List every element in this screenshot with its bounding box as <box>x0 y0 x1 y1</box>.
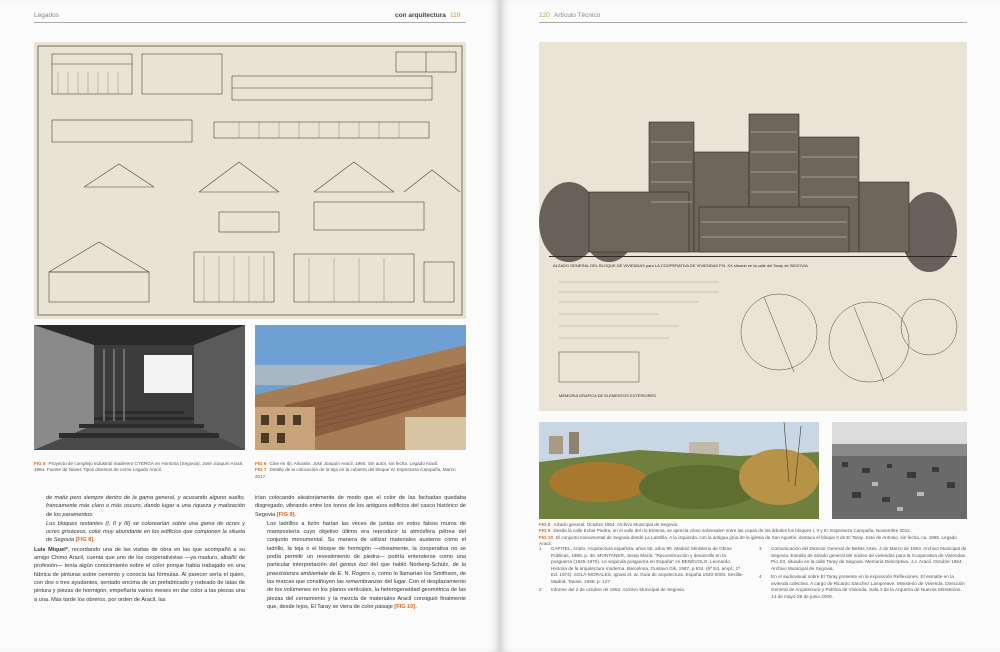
fig8-elevation-drawing <box>539 42 967 411</box>
irian-text: irían colocando aleatoriamente de modo que el color de las fachadas quedaba disgregado, vibrando entre los tonos de los antiguos edificios del casco histórico de Segovia <box>255 495 466 518</box>
fig10-caption-text: El conjunto monumental de Segovia desde La Lastrilla. A la izquierda, con la antigua grúa de la iglesia de San Agustín, destaca el bloque II de El Taray. José de Antonio, sin fecha, ca. 1965. Legado Aracil. <box>539 534 957 547</box>
page-number: 119 <box>449 12 461 19</box>
footnote-4-text: En el audiovisual sobre El Taray presente en la exposición Reflexiones. El esmalte en la vivienda colectiva. A cargo de Ricardo Sánchez Lampreave. Ministerio de Vivienda. Dirección General de Arquitectura y Política de Vivienda. Sala 3 de la Arquería de Nuevos Ministerios. 14 de mayo-28 de junio 2009. <box>771 574 965 599</box>
running-head: Legados <box>34 12 59 19</box>
footnote-1-text: CAPITEL, Antón. Arquitectura española, años 50, años 80. Madrid: Ministerio de Obras Públicas, 1986, p. 30. MONTANER, Josep María. "Reconstrucción y desarrollo en la posguerra (1945-1970). La segunda posguerra en España" en BENÉVOLO, Leonardo. Historia de la arquitectura moderna. Barcelona, Gustavo Gili, 1987, p.924. (6ª Ed. ampl.; 1ª Ed. 1974). SOLÀ-MORALES, Ignasi et. al. Guía de arquitectura. España 1920-2000. Sevilla-Madrid, Tanais, 1998, p. 127. <box>551 546 744 584</box>
footnotes-column-1 <box>539 546 744 596</box>
footnote-3-number: 3 <box>759 546 762 551</box>
ladrillos-text-a: Los ladrillos a tizón harían las veces de juntas en estos falsos muros de mampostería cuyo objetivo último era reproducir la atmósfera pétrea del conjunto monumental. Su manera de utilizar materiales austeros como el ladrillo, la teja o el bloque de hormigón —obviamente, la cooperativa no se podía permitir un revestimiento de piedra— podría entenderse como una particular interpretación del <box>267 520 466 569</box>
footnote-3-text: Comunicación del Director General de Bellas Artes. 4 de Marzo de 1963. Archivo Municipal de Segovia. Estudio de alzado general del núcleo de viviendas para la Cooperativa de Viviendas Pío XII, situado en la calle Taray de Segovia. Memoria Descriptiva. J.J. Aracil. Octubre 1964. Archivo Municipal de Segovia. <box>771 546 967 571</box>
right-page <box>501 0 1000 652</box>
footnotes-column-2 <box>759 546 967 602</box>
header-rule <box>34 22 466 23</box>
footnote-1-number: 1 <box>539 546 542 551</box>
fig9-reference: [FIG 9]. <box>276 511 297 518</box>
fig10-segovia-image <box>832 422 967 519</box>
right-header-rule <box>539 22 967 23</box>
fig7-roof-image <box>255 325 466 450</box>
fig7-label: FIG 7 <box>255 467 267 473</box>
remembranzas-term: remembranzas <box>345 578 383 585</box>
fig5-caption-text: Proyecto de complejo industrial maderero CYERGA en Hontoria (Segovia). José Joaquín Aracil, 1964. Fuente de Naves Tipos diversos de cerne Legado Aracil. <box>34 461 244 473</box>
fig5-label: FIG 5 <box>34 461 46 466</box>
footnote-4 <box>759 574 967 600</box>
preexistenza-term: preexistenza ambientale <box>267 570 328 577</box>
footnote-1 <box>539 546 744 585</box>
fig10-label: FIG 10 <box>539 534 554 540</box>
fig7-caption-text: Detalle de la colocación de la teja en la cubierta del bloque IV. Esperanza Campaña, Marzo 2017. <box>255 467 456 479</box>
magazine-header <box>395 12 460 19</box>
fig8-label: FIG 8 <box>539 522 551 527</box>
fig9-label: FIG 9 <box>539 528 551 534</box>
fig6-caption-text: Cine en Ibi, Alicante. José Joaquín Aracil, 1960. Sin autor, sin fecha. Legado Aracil. <box>269 461 439 466</box>
footnote-2-text: Informe del 2 de octubre de 1962. Archivo Municipal de Segovia. <box>551 587 686 592</box>
ladrillos-text-d: del lugar. Con el desplazamiento de los volúmenes en los planos verticales, la heterogeneidad geométrica de las piezas del cerramiento y la mezcla de materiales Aracil consiguió finalmente que, desde lejos, El Taray se viera de color paisaje <box>267 578 466 610</box>
fig9-caption-text: Desde la calle Echar Piedra, en el valle del río Eresma, se aprecia cómo sobresalen entre las copas de los árboles los bloques I, II y III. Esperanza Campaña, Noviembre 2012. <box>553 528 911 534</box>
body-column-1 <box>34 494 245 644</box>
luis-miquel-text: , recordando una de las visitas de obra en las que acompañó a su amigo Chimo Aracil, cuenta que uno de los cooperativistas —ya maduro, albañil de profesión— tenía algún conocimiento sobre el color porque había trabajado en una fábrica de pinturas sobre cemento y conocía las fórmulas. Al parecer sería el quien, con dos o tres ayudantes, sentado encima de un prefabricado y rodeado de latas de pintura y piezas de hormigón, empeñaría varios meses en dar color a las piezas una a una. Más tarde los obreros, por orden de Aracil, las <box>34 546 245 603</box>
section-name: Artículo Técnico <box>553 12 601 19</box>
fig8-10-captions <box>539 522 967 548</box>
fig10-reference: [FIG 10]. <box>394 603 417 610</box>
ladrillos-text-b: del que habló Norberg-Schulz, de la <box>367 562 466 569</box>
paragraph-luis-miquel <box>34 546 245 604</box>
magazine-name: con arquitectura <box>395 12 446 19</box>
fig5-caption <box>34 461 245 474</box>
left-page <box>0 0 499 652</box>
drawing-title: ALZADO GENERAL DEL BLOQUE DE VIVIENDAS para LA COOPERATIVA DE VIVIENDAS P.N. XX situado en la calle del Taray de SEGOVIA <box>553 263 808 268</box>
genius-loci-term: genius loci <box>339 562 368 569</box>
fig6-cinema-image <box>34 325 245 450</box>
fig7-caption <box>255 467 466 480</box>
paragraph-matiz: de matiz pero siempre dentro de la gama general, y acusando alguno suelto, francamente más claro o más oscuro, dando lugar a una riqueza y matización de los paramentos. <box>46 495 245 518</box>
right-page-number: 120 <box>539 12 550 19</box>
footnote-2-number: 2 <box>539 587 542 592</box>
fig8-caption-text: Alzado general. Octubre 1964. Archivo Municipal de Segovia. <box>553 522 679 527</box>
paragraph-bloques <box>34 520 245 545</box>
bloques-text: Los bloques restantes (I, II y III) se colorearían sobre una gama de ocres y ocres grisáceos, color muy abundante en los edificios que componen la silueta de Segovia <box>46 520 245 544</box>
footnote-3 <box>759 546 967 572</box>
fig6-fig7-captions <box>255 461 466 480</box>
fig5-blueprint-image <box>34 42 466 319</box>
footnote-2 <box>539 587 744 594</box>
fig9-hillside-image <box>539 422 819 519</box>
right-header <box>539 12 600 19</box>
luis-miquel-name: Luis Miquel² <box>34 546 68 553</box>
paragraph-ladrillos <box>255 520 466 611</box>
footnote-4-number: 4 <box>759 574 762 579</box>
ladrillos-text-c: de E. N. Rogers o, como lo llamarían los Smithson, de las marcas que constituyen las <box>267 570 466 585</box>
body-column-2 <box>255 494 466 644</box>
fig8-reference: [FIG 8]. <box>75 537 95 544</box>
drawing-memo: MEMORIA GRAFICA DE ELEMENTOS EXTERIORES <box>559 393 656 398</box>
fig6-label: FIG 6 <box>255 461 267 466</box>
paragraph-irian <box>255 494 466 519</box>
